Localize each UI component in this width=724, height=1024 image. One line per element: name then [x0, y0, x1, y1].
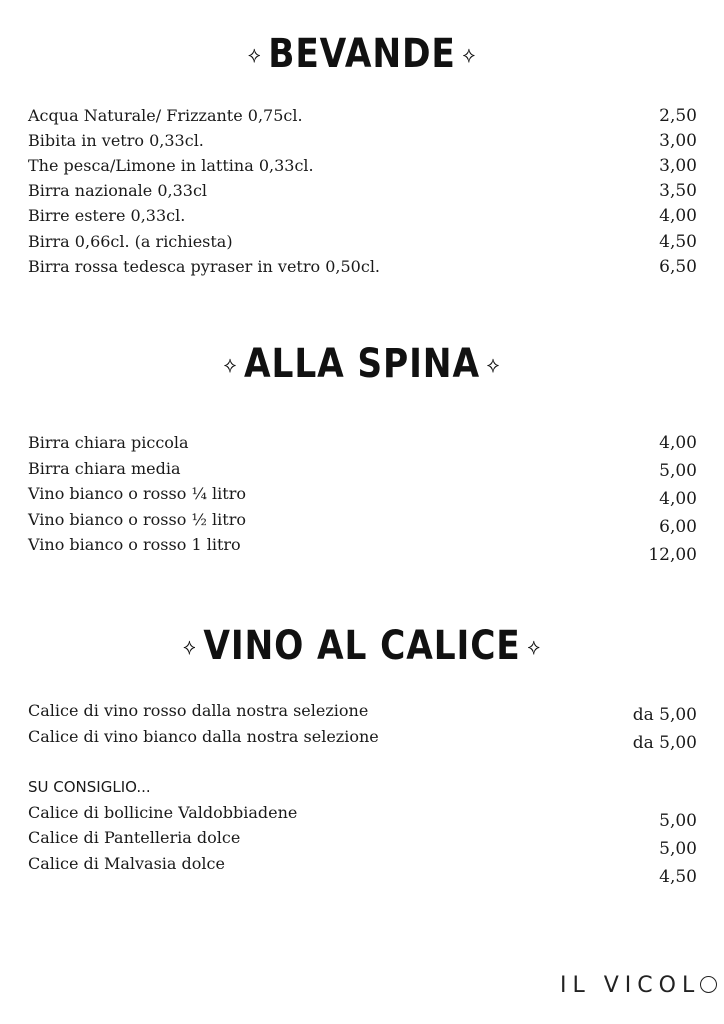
menu-item: Calice di vino rosso dalla nostra selezione — [28, 701, 369, 720]
menu-item: Birra 0,66cl. (a richiesta) — [28, 232, 233, 251]
menu-price: 5,00 — [659, 461, 697, 481]
menu-item: Birra rossa tedesca pyraser in vetro 0,50cl. — [28, 257, 381, 276]
menu-price: 4,00 — [659, 433, 697, 453]
ornament-icon: ⟡ — [486, 353, 501, 378]
menu-price: 5,00 — [659, 839, 697, 859]
ornament-icon: ⟡ — [223, 353, 238, 378]
menu-price: 5,00 — [659, 811, 697, 831]
ornament-icon: ⟡ — [462, 43, 476, 68]
menu-item: The pesca/Limone in lattina 0,33cl. — [28, 156, 314, 175]
menu-item: Vino bianco o rosso 1 litro — [28, 535, 241, 554]
menu-price: da 5,00 — [632, 705, 697, 725]
menu-item: Birre estere 0,33cl. — [28, 206, 186, 225]
brand-logo — [560, 973, 717, 998]
menu-price: 6,00 — [659, 517, 697, 537]
menu-item: Birra chiara media — [28, 459, 181, 478]
menu-item: Bibita in vetro 0,33cl. — [28, 131, 204, 150]
section-title-text: VINO AL CALICE — [203, 623, 521, 669]
menu-item: Calice di Malvasia dolce — [28, 854, 225, 873]
ornament-icon: ⟡ — [183, 635, 197, 660]
menu-price: 3,50 — [659, 181, 697, 201]
section-title-text: ALLA SPINA — [244, 341, 480, 387]
menu-item: Birra chiara piccola — [28, 433, 189, 452]
menu-item: Birra nazionale 0,33cl — [28, 181, 208, 200]
section-title-alla-spina — [51, 340, 674, 390]
menu-item: Acqua Naturale/ Frizzante 0,75cl. — [28, 106, 303, 125]
menu-price: 6,50 — [659, 257, 697, 277]
menu-item: Calice di bollicine Valdobbiadene — [28, 803, 298, 822]
brand-name: IL VICOL — [560, 973, 701, 998]
menu-price: 2,50 — [659, 106, 697, 126]
menu-price: 12,00 — [648, 545, 697, 565]
menu-item: Calice di vino bianco dalla nostra selezione — [28, 727, 379, 746]
menu-price: 3,00 — [659, 156, 697, 176]
menu-price: 4,00 — [659, 206, 697, 226]
menu-price: 4,50 — [659, 867, 697, 887]
menu-price: 4,50 — [659, 232, 697, 252]
section-title-bevande — [51, 30, 674, 80]
ornament-icon: ⟡ — [247, 43, 262, 68]
subheading: SU CONSIGLIO... — [28, 778, 151, 796]
ornament-icon: ⟡ — [527, 635, 541, 660]
section-title-text: BEVANDE — [268, 31, 456, 77]
logo-circle-icon — [700, 976, 717, 993]
menu-price: 3,00 — [659, 131, 697, 151]
menu-item: Vino bianco o rosso ¼ litro — [28, 484, 246, 503]
menu-item: Calice di Pantelleria dolce — [28, 828, 241, 847]
menu-price: 4,00 — [659, 489, 697, 509]
menu-price: da 5,00 — [632, 733, 697, 753]
section-title-vino-al-calice — [51, 622, 674, 672]
menu-item: Vino bianco o rosso ½ litro — [28, 510, 246, 529]
